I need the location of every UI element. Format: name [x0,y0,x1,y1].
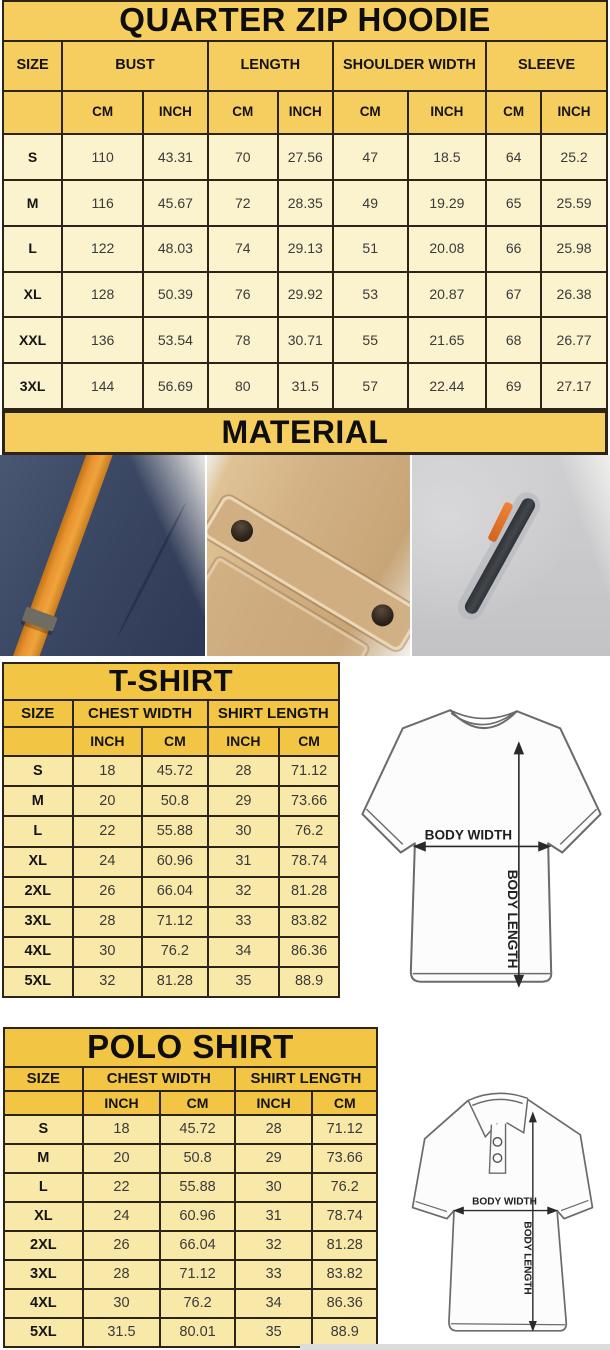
measurement-cell: 34 [208,937,280,967]
measurement-cell: 28.35 [278,180,333,226]
size-row [3,180,607,226]
size-row [3,134,607,180]
size-label-cell: 5XL [4,1318,83,1347]
measurement-cell: 24 [83,1202,161,1231]
measurement-cell: 26.77 [541,317,607,363]
size-label-cell: 4XL [4,1289,83,1318]
measurement-cell: 70 [208,134,278,180]
measurement-cell: 31 [208,847,280,877]
snap-button [367,600,397,630]
size-row [3,317,607,363]
measurement-cell: 20.87 [408,272,487,318]
measurement-cell: 76.2 [279,816,339,846]
measurement-cell: 31.5 [83,1318,161,1347]
measurement-cell: 60.96 [160,1202,235,1231]
material-photo-khaki-pocket [207,455,410,656]
measurement-cell: 32 [208,877,280,907]
measurement-cell: 76.2 [312,1173,377,1202]
measurement-cell: 88.9 [279,967,339,997]
measurement-cell: 32 [73,967,143,997]
measurement-cell: 55 [333,317,408,363]
empty-cell [4,1091,83,1115]
material-photo-navy-drawstring [0,455,205,656]
size-label-cell: XL [4,1202,83,1231]
measurement-cell: 55.88 [142,816,208,846]
size-label-cell: M [4,1144,83,1173]
measurement-cell: 50.8 [160,1144,235,1173]
measurement-cell: 32 [235,1231,313,1260]
empty-cell [3,91,62,135]
measurement-cell: 71.12 [160,1260,235,1289]
measurement-cell: 71.12 [279,756,339,786]
measurement-cell: 80.01 [160,1318,235,1347]
placket [489,1124,505,1174]
measurement-cell: 122 [62,226,143,272]
measurement-cell: 78 [208,317,278,363]
unit-header: CM [62,91,143,135]
column-group-header: SIZE [4,1067,83,1091]
measurement-cell: 22 [73,816,143,846]
unit-header: CM [208,91,278,135]
measurement-cell: 18.5 [408,134,487,180]
measurement-cell: 45.72 [160,1115,235,1144]
measurement-cell: 35 [208,967,280,997]
measurement-cell: 56.69 [143,363,208,409]
orange-drawstring [11,455,116,656]
hoodie-size-table [2,0,608,410]
size-table [2,662,340,998]
measurement-cell: 26 [83,1231,161,1260]
measurement-cell: 25.2 [541,134,607,180]
measurement-cell: 29 [208,786,280,816]
measurement-cell: 86.36 [312,1289,377,1318]
measurement-cell: 18 [83,1115,161,1144]
measurement-cell: 27.56 [278,134,333,180]
measurement-cell: 88.9 [312,1318,377,1347]
pocket-seam [116,502,187,637]
measurement-cell: 64 [486,134,541,180]
bottom-edge-strip [300,1344,610,1350]
measurement-cell: 76.2 [160,1289,235,1318]
measurement-cell: 78.74 [279,847,339,877]
unit-header: INCH [143,91,208,135]
measurement-cell: 78.74 [312,1202,377,1231]
tshirt-diagram [352,695,610,1013]
measurement-cell: 24 [73,847,143,877]
measurement-cell: 45.72 [142,756,208,786]
table-title: QUARTER ZIP HOODIE [3,1,607,41]
table-title: T-SHIRT [3,663,339,700]
size-row [4,1202,377,1231]
measurement-cell: 83.82 [312,1260,377,1289]
measurement-cell: 136 [62,317,143,363]
measurement-cell: 80 [208,363,278,409]
size-label-cell: 4XL [3,937,73,967]
measurement-cell: 71.12 [142,907,208,937]
size-label-cell: 3XL [3,907,73,937]
size-table [3,1027,378,1348]
snap-button [227,516,257,546]
body-width-label: BODY WIDTH [472,1196,537,1208]
measurement-cell: 47 [333,134,408,180]
measurement-cell: 60.96 [142,847,208,877]
measurement-cell: 76 [208,272,278,318]
measurement-cell: 76.2 [142,937,208,967]
size-label-cell: 3XL [4,1260,83,1289]
measurement-cell: 28 [235,1115,313,1144]
measurement-cell: 110 [62,134,143,180]
drawstring-adjuster [22,606,58,631]
measurement-cell: 69 [486,363,541,409]
measurement-cell: 30 [73,937,143,967]
measurement-cell: 83.82 [279,907,339,937]
unit-header: INCH [235,1091,313,1115]
unit-header: INCH [73,727,143,756]
column-group-header: CHEST WIDTH [73,700,208,727]
measurement-cell: 68 [486,317,541,363]
polo-button [493,1138,501,1146]
size-row [3,226,607,272]
measurement-cell: 28 [73,907,143,937]
measurement-cell: 86.36 [279,937,339,967]
polo-diagram [392,1060,610,1348]
polo-button [493,1154,501,1162]
measurement-cell: 66 [486,226,541,272]
measurement-cell: 20.08 [408,226,487,272]
measurement-cell: 22.44 [408,363,487,409]
size-label-cell: M [3,180,62,226]
column-group-header: BUST [62,41,208,91]
measurement-cell: 20 [73,786,143,816]
size-row [4,1231,377,1260]
column-group-header: SIZE [3,700,73,727]
measurement-cell: 26 [73,877,143,907]
size-row [4,1318,377,1347]
measurement-cell: 67 [486,272,541,318]
measurement-cell: 22 [83,1173,161,1202]
measurement-cell: 35 [235,1318,313,1347]
size-row [4,1260,377,1289]
measurement-cell: 30.71 [278,317,333,363]
polo-size-table [3,1027,378,1348]
measurement-cell: 29.92 [278,272,333,318]
size-row [3,847,339,877]
measurement-cell: 43.31 [143,134,208,180]
measurement-cell: 48.03 [143,226,208,272]
flap-pocket [207,459,410,656]
measurement-cell: 55.88 [160,1173,235,1202]
table-title: POLO SHIRT [4,1028,377,1067]
measurement-cell: 50.39 [143,272,208,318]
measurement-cell: 28 [83,1260,161,1289]
tshirt-size-table [2,662,340,998]
measurement-cell: 81.28 [279,877,339,907]
unit-header: CM [142,727,208,756]
size-label-cell: S [3,134,62,180]
column-group-header: SIZE [3,41,62,91]
measurement-cell: 30 [83,1289,161,1318]
size-label-cell: L [4,1173,83,1202]
measurement-cell: 53 [333,272,408,318]
measurement-cell: 73.66 [312,1144,377,1173]
measurement-cell: 33 [235,1260,313,1289]
measurement-cell: 72 [208,180,278,226]
unit-header: CM [312,1091,377,1115]
unit-header: CM [333,91,408,135]
measurement-cell: 29 [235,1144,313,1173]
unit-header: INCH [83,1091,161,1115]
size-row [3,967,339,997]
measurement-cell: 26.38 [541,272,607,318]
size-label-cell: S [3,756,73,786]
measurement-cell: 116 [62,180,143,226]
column-group-header: SLEEVE [486,41,607,91]
measurement-cell: 19.29 [408,180,487,226]
measurement-cell: 66.04 [142,877,208,907]
size-row [3,907,339,937]
measurement-cell: 27.17 [541,363,607,409]
size-label-cell: 5XL [3,967,73,997]
size-label-cell: S [4,1115,83,1144]
measurement-cell: 29.13 [278,226,333,272]
size-label-cell: 2XL [4,1231,83,1260]
size-row [3,816,339,846]
size-label-cell: M [3,786,73,816]
measurement-cell: 128 [62,272,143,318]
unit-header: CM [486,91,541,135]
material-photos [0,455,610,656]
size-row [4,1115,377,1144]
measurement-cell: 30 [208,816,280,846]
measurement-cell: 144 [62,363,143,409]
size-row [3,756,339,786]
size-label-cell: XXL [3,317,62,363]
size-label-cell: XL [3,272,62,318]
unit-header: CM [160,1091,235,1115]
size-label-cell: 3XL [3,363,62,409]
size-table [2,0,608,410]
body-width-label: BODY WIDTH [424,827,513,843]
measurement-cell: 50.8 [142,786,208,816]
measurement-cell: 45.67 [143,180,208,226]
size-label-cell: L [3,226,62,272]
size-label-cell: L [3,816,73,846]
measurement-cell: 81.28 [142,967,208,997]
measurement-cell: 31 [235,1202,313,1231]
material-section-title: MATERIAL [2,410,608,455]
unit-header: INCH [408,91,487,135]
measurement-cell: 81.28 [312,1231,377,1260]
unit-header: INCH [208,727,280,756]
measurement-cell: 53.54 [143,317,208,363]
size-row [4,1173,377,1202]
measurement-cell: 20 [83,1144,161,1173]
measurement-cell: 49 [333,180,408,226]
measurement-cell: 28 [208,756,280,786]
measurement-cell: 34 [235,1289,313,1318]
measurement-cell: 30 [235,1173,313,1202]
size-row [4,1289,377,1318]
size-label-cell: 2XL [3,877,73,907]
size-row [3,877,339,907]
measurement-cell: 33 [208,907,280,937]
size-row [3,272,607,318]
measurement-cell: 25.59 [541,180,607,226]
measurement-cell: 51 [333,226,408,272]
measurement-cell: 71.12 [312,1115,377,1144]
size-row [4,1144,377,1173]
measurement-cell: 31.5 [278,363,333,409]
measurement-cell: 74 [208,226,278,272]
size-row [3,937,339,967]
material-photo-gray-zipper [412,455,610,656]
measurement-cell: 66.04 [160,1231,235,1260]
column-group-header: SHIRT LENGTH [235,1067,377,1091]
unit-header: CM [279,727,339,756]
column-group-header: SHIRT LENGTH [208,700,339,727]
empty-cell [3,727,73,756]
measurement-cell: 18 [73,756,143,786]
size-row [3,786,339,816]
size-label-cell: XL [3,847,73,877]
unit-header: INCH [541,91,607,135]
unit-header: INCH [278,91,333,135]
column-group-header: CHEST WIDTH [83,1067,235,1091]
measurement-cell: 65 [486,180,541,226]
size-row [3,363,607,409]
body-length-label: BODY LENGTH [521,1221,533,1295]
measurement-cell: 25.98 [541,226,607,272]
measurement-cell: 21.65 [408,317,487,363]
measurement-cell: 73.66 [279,786,339,816]
column-group-header: SHOULDER WIDTH [333,41,486,91]
measurement-cell: 57 [333,363,408,409]
column-group-header: LENGTH [208,41,333,91]
body-length-label: BODY LENGTH [504,869,520,969]
